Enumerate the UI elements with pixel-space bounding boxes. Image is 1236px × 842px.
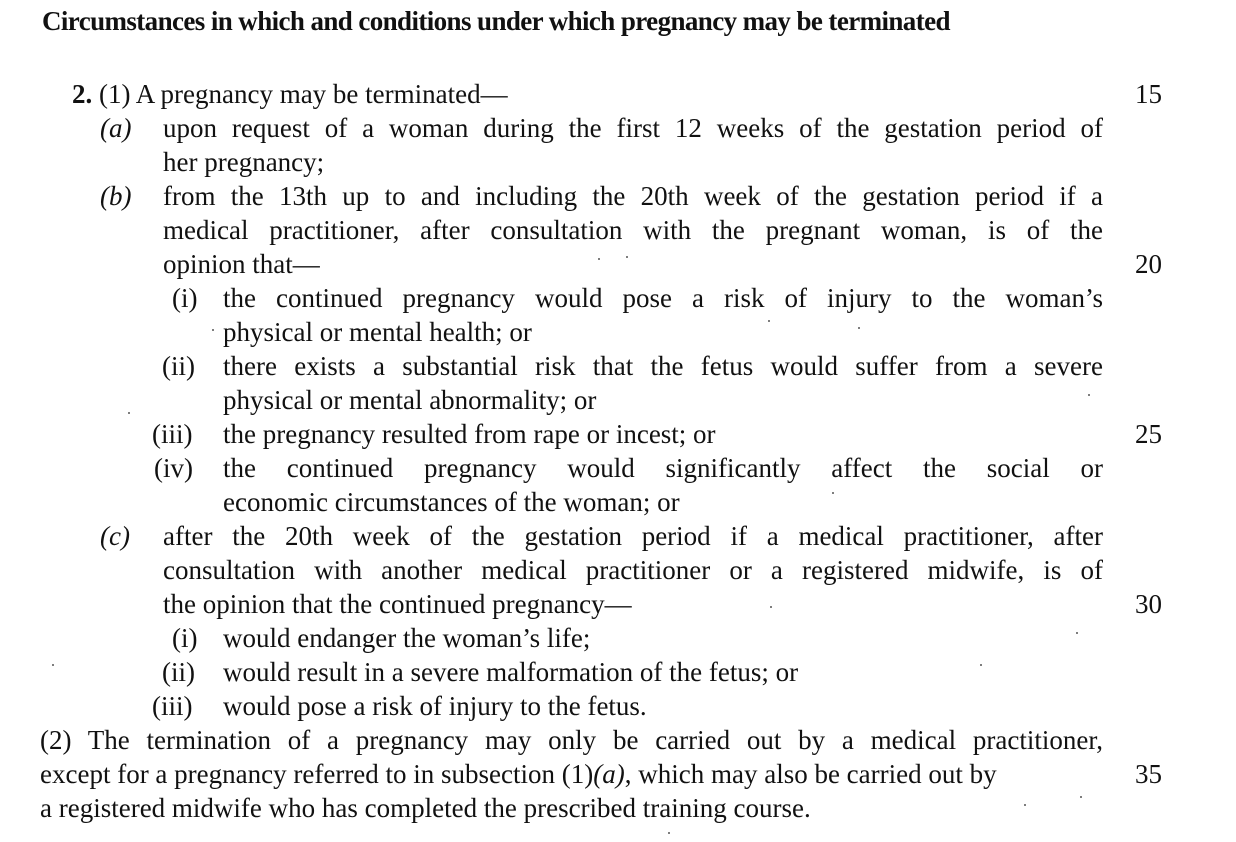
subsection-2-line-2 (40, 757, 997, 791)
paragraph-b-item-iv-label: (iv) (154, 453, 193, 483)
scan-speck (598, 258, 600, 260)
subsection-1-intro (72, 77, 508, 111)
paragraph-c-item-i-line-1: would endanger the woman’s life; (223, 623, 591, 653)
subsection-2-label: (2) (40, 725, 72, 755)
subsection-2-line-2-after: , which may also be carried out by (624, 759, 997, 789)
paragraph-b-item-i-label: (i) (172, 283, 198, 313)
subsection-1-label: (1) (99, 79, 131, 109)
paragraph-a-line-2: her pregnancy; (163, 147, 325, 177)
line-number-15: 15 (1135, 79, 1162, 109)
scan-speck (858, 327, 860, 329)
section-heading: Circumstances in which and conditions under which pregnancy may be terminated (42, 6, 950, 36)
paragraph-b-item-i-line-2: physical or mental health; or (223, 317, 532, 347)
line-number-30: 30 (1135, 589, 1162, 619)
paragraph-c-item-iii-label: (iii) (152, 691, 193, 721)
scan-speck (1024, 804, 1026, 806)
scan-speck (1080, 796, 1082, 798)
scan-speck (1088, 394, 1090, 396)
paragraph-b-item-ii-line-1: there exists a substantial risk that the fetus would suffer from a severe (223, 351, 1103, 381)
paragraph-c-item-iii-line-1: would pose a risk of injury to the fetus. (223, 691, 647, 721)
paragraph-a-label: (a) (100, 113, 132, 143)
subsection-2-line-2-italic: (a) (593, 759, 625, 789)
subsection-1-intro-text: A pregnancy may be terminated— (135, 79, 508, 109)
scan-speck (128, 412, 130, 414)
paragraph-b-item-ii-line-2: physical or mental abnormality; or (223, 385, 597, 415)
paragraph-c-item-ii-label: (ii) (162, 657, 195, 687)
subsection-2-line-3: a registered midwife who has completed the prescribed training course. (40, 793, 811, 823)
paragraph-c-line-1: after the 20th week of the gestation period if a medical practitioner, after (163, 521, 1103, 551)
line-number-20: 20 (1135, 249, 1162, 279)
scan-speck (768, 320, 770, 322)
subsection-2-line-1-text: The termination of a pregnancy may only be carried out by a medical practitioner, (87, 725, 1103, 755)
paragraph-b-item-iv-line-1: the continued pregnancy would significantly affect the social or (223, 453, 1103, 483)
paragraph-b-item-iv-line-2: economic circumstances of the woman; or (223, 487, 680, 517)
scan-speck (770, 606, 772, 608)
paragraph-b-item-i-line-1: the continued pregnancy would pose a risk of injury to the woman’s (223, 283, 1103, 313)
paragraph-c-item-ii-line-1: would result in a severe malformation of the fetus; or (223, 657, 799, 687)
scan-speck (626, 256, 628, 258)
paragraph-c-label: (c) (100, 521, 130, 551)
scan-speck (832, 492, 834, 494)
subsection-2-line-1 (40, 723, 1103, 757)
paragraph-b-line-2: medical practitioner, after consultation with the pregnant woman, is of the (163, 215, 1103, 245)
paragraph-b-line-1: from the 13th up to and including the 20th week of the gestation period if a (163, 181, 1103, 211)
scan-speck (212, 329, 214, 331)
paragraph-c-line-3: the opinion that the continued pregnancy— (163, 589, 632, 619)
line-number-35: 35 (1135, 759, 1162, 789)
line-number-25: 25 (1135, 419, 1162, 449)
paragraph-b-item-iii-label: (iii) (152, 419, 193, 449)
paragraph-c-item-i-label: (i) (172, 623, 198, 653)
scan-speck (668, 832, 670, 834)
paragraph-c-line-2: consultation with another medical practitioner or a registered midwife, is of (163, 555, 1103, 585)
paragraph-b-item-ii-label: (ii) (162, 351, 195, 381)
scan-speck (52, 664, 54, 666)
subsection-2-line-2-before: except for a pregnancy referred to in subsection (1) (40, 759, 594, 789)
section-number: 2. (72, 79, 93, 109)
paragraph-a-line-1: upon request of a woman during the first 12 weeks of the gestation period of (163, 113, 1103, 143)
paragraph-b-label: (b) (100, 181, 132, 211)
paragraph-b-item-iii-line-1: the pregnancy resulted from rape or incest; or (223, 419, 716, 449)
paragraph-b-line-3: opinion that— (163, 249, 320, 279)
scan-speck (980, 664, 982, 666)
scan-speck (1076, 632, 1078, 634)
